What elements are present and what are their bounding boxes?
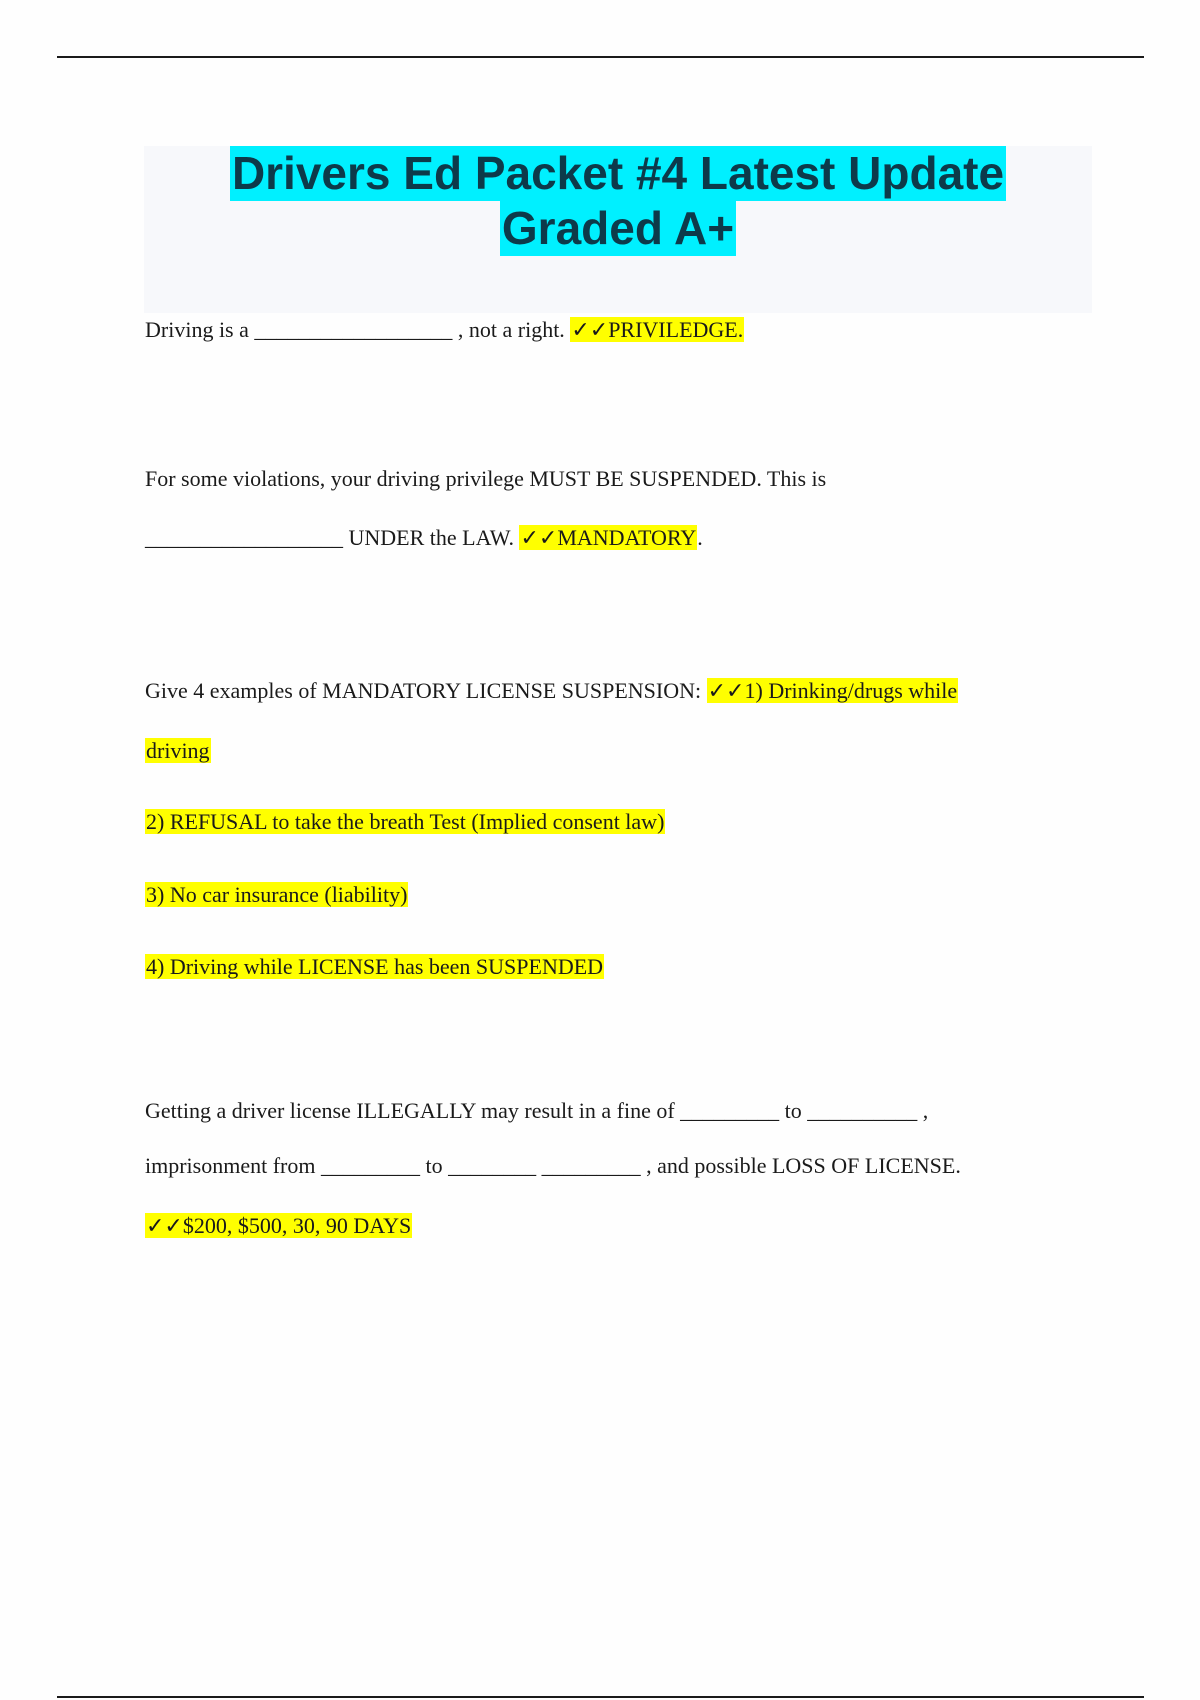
answer-2-suffix: . — [697, 525, 703, 550]
question-2-blank: __________________ UNDER the LAW. — [145, 525, 514, 550]
question-2-line-1: For some violations, your driving privilege MUST BE SUSPENDED. This is — [145, 466, 827, 491]
answer-2-text: MANDATORY — [557, 525, 697, 550]
answer-1 — [570, 317, 744, 342]
answer-3-line-2-row — [145, 736, 211, 766]
checkmark-icon: ✓✓ — [571, 318, 609, 343]
checkmark-icon: ✓✓ — [520, 526, 558, 551]
title-block — [144, 146, 1092, 313]
bottom-rule — [57, 1696, 1144, 1698]
answer-4-row — [145, 1211, 412, 1242]
question-2-line-2 — [145, 523, 703, 554]
title-line-2: Graded A+ — [501, 202, 735, 254]
answer-3-item-3: 3) No car insurance (liability) — [146, 882, 408, 907]
answer-3-item-2: 2) REFUSAL to take the breath Test (Implied consent law) — [146, 809, 665, 834]
title-line-1: Drivers Ed Packet #4 Latest Update — [231, 147, 1005, 199]
answer-3-item-4: 4) Driving while LICENSE has been SUSPENDED — [146, 954, 604, 979]
question-4-line-1: Getting a driver license ILLEGALLY may result in a fine of _________ to __________ , — [145, 1098, 929, 1123]
answer-4 — [145, 1213, 412, 1238]
answer-3-line-1 — [707, 678, 959, 703]
answer-3-item-2-row — [145, 807, 665, 837]
question-4-line-2: imprisonment from _________ to ________ _________ , and possible LOSS OF LICENSE. — [145, 1153, 961, 1178]
answer-3-line-1-text: 1) Drinking/drugs while — [744, 678, 958, 703]
answer-1-text: PRIVILEDGE. — [608, 317, 744, 342]
question-3-text: Give 4 examples of MANDATORY LICENSE SUSPENSION: — [145, 678, 702, 703]
answer-3-item-3-row — [145, 880, 408, 910]
answer-3-item-4-row — [145, 952, 604, 982]
answer-3-line-2: driving — [146, 738, 210, 763]
answer-4-text: $200, $500, 30, 90 DAYS — [182, 1213, 412, 1238]
question-1-text: Driving is a __________________ , not a right. — [145, 317, 565, 342]
top-rule — [57, 56, 1144, 58]
checkmark-icon: ✓✓ — [707, 679, 745, 704]
question-1 — [145, 315, 744, 346]
checkmark-icon: ✓✓ — [146, 1214, 183, 1239]
question-3 — [145, 676, 958, 707]
answer-2 — [519, 525, 697, 550]
